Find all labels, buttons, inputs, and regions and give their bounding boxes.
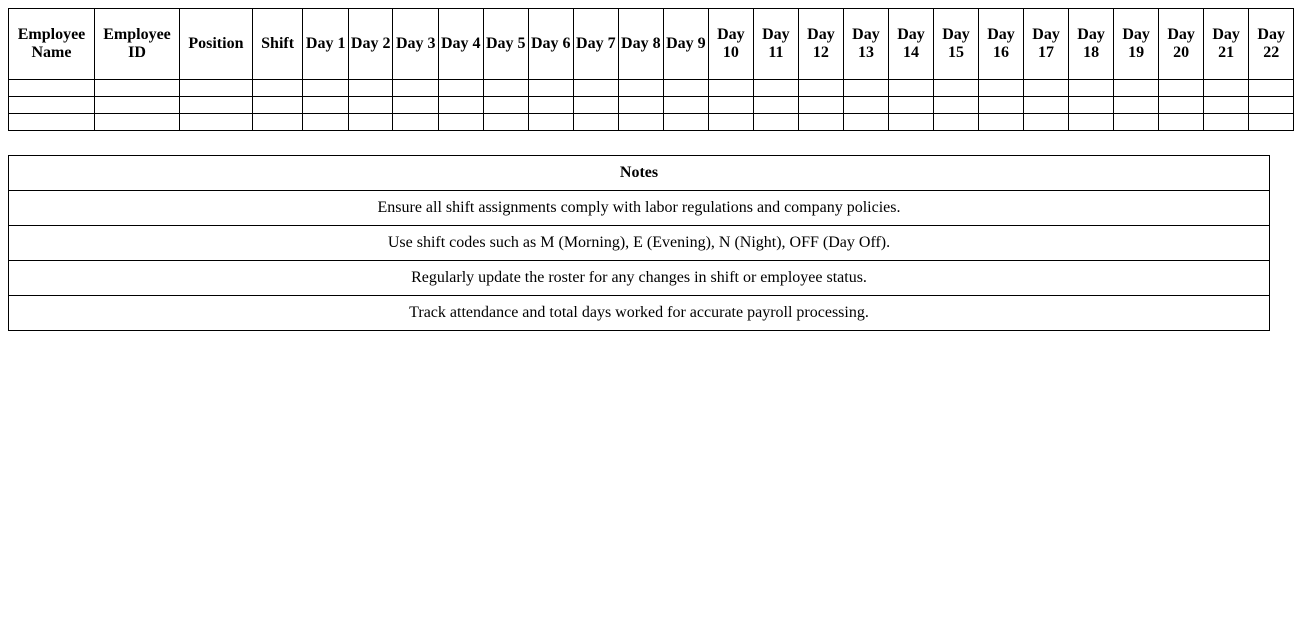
table-cell[interactable] xyxy=(753,114,799,131)
column-header xyxy=(483,9,529,80)
table-cell[interactable] xyxy=(1159,97,1204,114)
table-cell[interactable] xyxy=(933,80,979,97)
roster-viewport xyxy=(8,8,1285,131)
table-cell[interactable] xyxy=(483,97,529,114)
notes-table xyxy=(8,155,1270,331)
table-cell[interactable] xyxy=(619,114,664,131)
note-text: Ensure all shift assignments comply with labor regulations and company policies. xyxy=(9,191,1270,226)
table-cell[interactable] xyxy=(619,80,664,97)
table-cell[interactable] xyxy=(303,97,349,114)
table-cell[interactable] xyxy=(1203,114,1249,131)
table-cell[interactable] xyxy=(438,80,483,97)
notes-header-row xyxy=(9,156,1270,191)
table-cell[interactable] xyxy=(252,97,303,114)
table-cell[interactable] xyxy=(9,97,95,114)
table-cell[interactable] xyxy=(179,97,252,114)
table-cell[interactable] xyxy=(709,80,754,97)
table-cell[interactable] xyxy=(1249,114,1294,131)
table-cell[interactable] xyxy=(889,114,934,131)
note-text: Use shift codes such as M (Morning), E (Evening), N (Night), OFF (Day Off). xyxy=(9,226,1270,261)
table-row xyxy=(9,114,1294,131)
table-cell[interactable] xyxy=(799,80,844,97)
column-header xyxy=(1249,9,1294,80)
column-header-label: Day 10 xyxy=(717,26,745,61)
table-cell[interactable] xyxy=(1159,114,1204,131)
table-cell[interactable] xyxy=(9,114,95,131)
table-cell[interactable] xyxy=(483,80,529,97)
table-cell[interactable] xyxy=(663,80,709,97)
note-row xyxy=(9,191,1270,226)
column-header-label: Day 2 xyxy=(350,35,391,52)
column-header-label: Day 21 xyxy=(1212,26,1240,61)
column-header-label: Day 20 xyxy=(1167,26,1195,61)
table-cell[interactable] xyxy=(843,114,889,131)
table-cell[interactable] xyxy=(573,97,619,114)
column-header xyxy=(303,9,349,80)
column-header-label: Day 3 xyxy=(395,35,436,52)
table-cell[interactable] xyxy=(393,80,439,97)
column-header-label: Day 16 xyxy=(987,26,1015,61)
note-text: Track attendance and total days worked for accurate payroll processing. xyxy=(9,296,1270,331)
table-cell[interactable] xyxy=(529,80,574,97)
column-header xyxy=(1023,9,1069,80)
table-cell[interactable] xyxy=(1069,114,1114,131)
table-cell[interactable] xyxy=(252,80,303,97)
column-header-label: Employee Name xyxy=(17,26,86,61)
table-cell[interactable] xyxy=(179,114,252,131)
table-row xyxy=(9,80,1294,97)
roster-table xyxy=(8,8,1294,131)
column-header-label: Day 8 xyxy=(621,35,661,52)
table-cell[interactable] xyxy=(438,114,483,131)
table-cell[interactable] xyxy=(252,114,303,131)
table-cell[interactable] xyxy=(1069,97,1114,114)
column-header-label: Day 18 xyxy=(1077,26,1105,61)
column-header xyxy=(753,9,799,80)
table-cell[interactable] xyxy=(573,80,619,97)
table-cell[interactable] xyxy=(179,80,252,97)
column-header xyxy=(179,9,252,80)
table-cell[interactable] xyxy=(1159,80,1204,97)
column-header-label: Day 17 xyxy=(1032,26,1060,61)
table-cell[interactable] xyxy=(438,97,483,114)
table-cell[interactable] xyxy=(979,114,1024,131)
column-header-label: Day 12 xyxy=(807,26,835,61)
column-header-label: Position xyxy=(188,35,244,52)
table-cell[interactable] xyxy=(303,80,349,97)
column-header xyxy=(709,9,754,80)
column-header-label: Day 22 xyxy=(1257,26,1285,61)
column-header xyxy=(573,9,619,80)
note-row xyxy=(9,296,1270,331)
table-cell[interactable] xyxy=(1113,97,1159,114)
table-cell[interactable] xyxy=(9,80,95,97)
table-cell[interactable] xyxy=(1113,114,1159,131)
table-row xyxy=(9,97,1294,114)
notes-body xyxy=(9,191,1270,331)
column-header-label: Day 15 xyxy=(942,26,970,61)
table-cell[interactable] xyxy=(303,114,349,131)
column-header xyxy=(1069,9,1114,80)
table-cell[interactable] xyxy=(1023,80,1069,97)
table-cell[interactable] xyxy=(1069,80,1114,97)
column-header xyxy=(1113,9,1159,80)
table-cell[interactable] xyxy=(709,114,754,131)
table-cell[interactable] xyxy=(348,97,393,114)
table-cell[interactable] xyxy=(348,114,393,131)
table-cell[interactable] xyxy=(1203,80,1249,97)
column-header-label: Day 7 xyxy=(576,35,616,52)
column-header xyxy=(252,9,303,80)
table-cell[interactable] xyxy=(889,97,934,114)
column-header xyxy=(9,9,95,80)
table-cell[interactable] xyxy=(95,114,180,131)
table-cell[interactable] xyxy=(979,97,1024,114)
note-row xyxy=(9,226,1270,261)
table-cell[interactable] xyxy=(1203,97,1249,114)
column-header-label: Day 5 xyxy=(485,35,526,52)
table-cell[interactable] xyxy=(933,114,979,131)
column-header xyxy=(348,9,393,80)
table-cell[interactable] xyxy=(799,114,844,131)
roster-header-row xyxy=(9,9,1294,80)
table-cell[interactable] xyxy=(529,97,574,114)
table-cell[interactable] xyxy=(843,97,889,114)
column-header xyxy=(393,9,439,80)
table-cell[interactable] xyxy=(753,80,799,97)
table-cell[interactable] xyxy=(573,114,619,131)
table-cell[interactable] xyxy=(1023,114,1069,131)
column-header-label: Day 4 xyxy=(440,35,481,52)
table-cell[interactable] xyxy=(979,80,1024,97)
column-header xyxy=(933,9,979,80)
table-cell[interactable] xyxy=(95,80,180,97)
table-cell[interactable] xyxy=(933,97,979,114)
table-cell[interactable] xyxy=(1249,97,1294,114)
column-header-label: Day 14 xyxy=(897,26,925,61)
column-header xyxy=(95,9,180,80)
table-cell[interactable] xyxy=(1023,97,1069,114)
table-cell[interactable] xyxy=(393,114,439,131)
column-header xyxy=(619,9,664,80)
column-header xyxy=(799,9,844,80)
table-cell[interactable] xyxy=(663,114,709,131)
column-header xyxy=(438,9,483,80)
column-header-label: Day 19 xyxy=(1122,26,1150,61)
table-cell[interactable] xyxy=(663,97,709,114)
table-cell[interactable] xyxy=(393,97,439,114)
column-header xyxy=(1159,9,1204,80)
column-header xyxy=(529,9,574,80)
notes-heading: Notes xyxy=(9,156,1270,191)
table-cell[interactable] xyxy=(889,80,934,97)
column-header-label: Shift xyxy=(261,35,295,52)
table-cell[interactable] xyxy=(348,80,393,97)
table-cell[interactable] xyxy=(709,97,754,114)
table-cell[interactable] xyxy=(619,97,664,114)
roster-body xyxy=(9,80,1294,131)
table-cell[interactable] xyxy=(799,97,844,114)
column-header-label: Day 1 xyxy=(305,35,346,52)
column-header xyxy=(889,9,934,80)
column-header xyxy=(1203,9,1249,80)
table-cell[interactable] xyxy=(843,80,889,97)
column-header xyxy=(979,9,1024,80)
column-header xyxy=(843,9,889,80)
note-text: Regularly update the roster for any changes in shift or employee status. xyxy=(9,261,1270,296)
column-header-label: Employee ID xyxy=(103,26,171,61)
column-header-label: Day 9 xyxy=(666,35,706,52)
column-header-label: Day 13 xyxy=(852,26,880,61)
table-cell[interactable] xyxy=(529,114,574,131)
note-row xyxy=(9,261,1270,296)
table-cell[interactable] xyxy=(95,97,180,114)
column-header-label: Day 6 xyxy=(531,35,571,52)
column-header-label: Day 11 xyxy=(762,26,790,61)
table-cell[interactable] xyxy=(1113,80,1159,97)
column-header xyxy=(663,9,709,80)
table-cell[interactable] xyxy=(1249,80,1294,97)
table-cell[interactable] xyxy=(483,114,529,131)
table-cell[interactable] xyxy=(753,97,799,114)
